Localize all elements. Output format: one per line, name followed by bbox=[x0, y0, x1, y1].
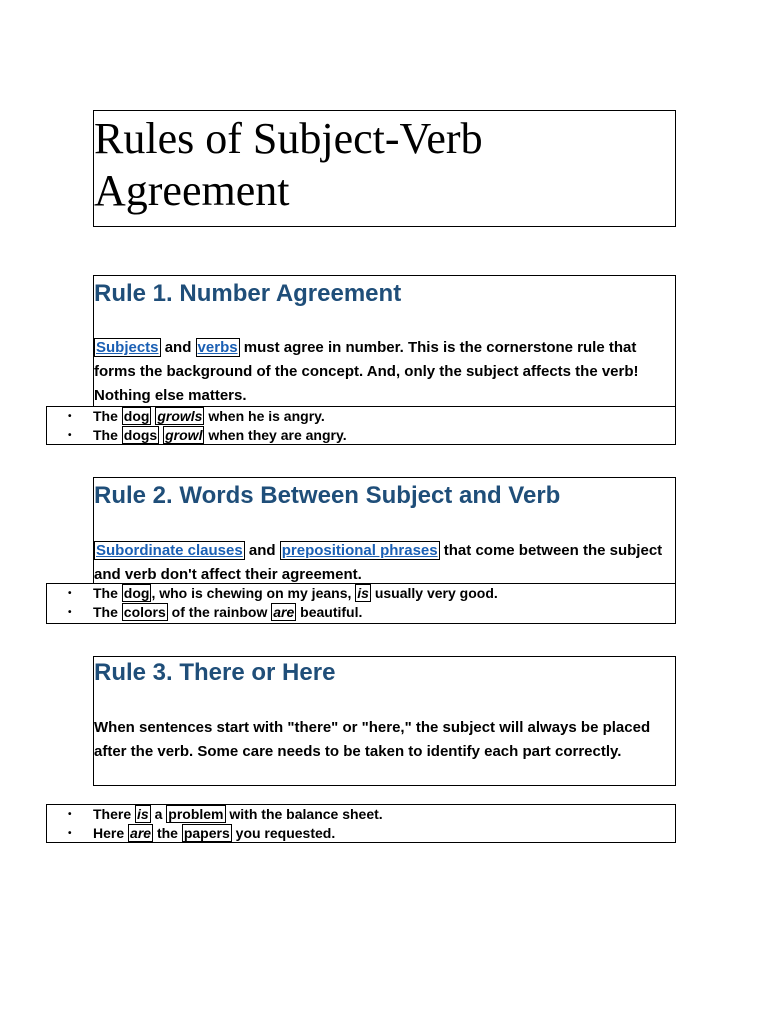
verb-word: is bbox=[357, 585, 369, 601]
subject-word: dog bbox=[123, 585, 150, 601]
rule-2-box bbox=[93, 477, 676, 584]
subject-word: dogs bbox=[123, 427, 158, 443]
subject-word: papers bbox=[183, 825, 230, 841]
bullet-icon: • bbox=[68, 607, 72, 618]
rule-2-examples bbox=[46, 583, 676, 624]
example-text bbox=[93, 407, 325, 426]
bullet-icon: • bbox=[68, 430, 72, 441]
text-segment: when he is angry. bbox=[204, 408, 325, 424]
term-link[interactable]: prepositional phrases bbox=[281, 542, 438, 559]
subject-word: problem bbox=[168, 806, 224, 822]
text-segment: The bbox=[93, 408, 122, 424]
text-segment: There bbox=[93, 806, 136, 822]
text-segment: and bbox=[244, 542, 280, 559]
title-box bbox=[93, 110, 676, 227]
text-segment: The bbox=[93, 604, 122, 620]
rule-1-examples bbox=[46, 406, 676, 445]
example-text bbox=[93, 426, 347, 445]
example-text bbox=[93, 584, 498, 603]
text-segment: When sentences start with "there" or "here," the subject will always be placed after the verb. Some care needs to be taken to identify each part correctly. bbox=[94, 719, 651, 760]
verb-word: growls bbox=[157, 408, 203, 424]
text-segment: Here bbox=[93, 825, 129, 841]
text-segment: usually very good. bbox=[370, 585, 498, 601]
text-segment: that come between the subject and verb don't affect their agreement. bbox=[94, 542, 663, 583]
text-segment: the bbox=[153, 825, 182, 841]
bullet-icon: • bbox=[68, 588, 72, 599]
rule-2-title: Rule 2. Words Between Subject and Verb bbox=[94, 482, 561, 509]
bullet-icon: • bbox=[68, 411, 72, 422]
verb-word: are bbox=[130, 825, 152, 841]
rule-3-examples bbox=[46, 804, 676, 843]
page-title: Rules of Subject-Verb Agreement bbox=[94, 114, 483, 215]
term-link[interactable]: Subordinate clauses bbox=[96, 542, 243, 559]
text-segment: when they are angry. bbox=[204, 427, 347, 443]
rule-1-title: Rule 1. Number Agreement bbox=[94, 280, 402, 307]
text-segment: a bbox=[150, 806, 167, 822]
text-segment: must agree in number. This is the cornerstone rule that forms the background of the concept. And, only the subject affects the verb! Nothing else matters. bbox=[94, 339, 639, 404]
rule-1-body bbox=[94, 336, 676, 408]
example-text bbox=[93, 824, 335, 843]
rule-3-title: Rule 3. There or Here bbox=[94, 659, 336, 686]
text-segment: you requested. bbox=[231, 825, 336, 841]
subject-word: dog bbox=[123, 408, 150, 424]
text-segment: The bbox=[93, 585, 122, 601]
bullet-icon: • bbox=[68, 828, 72, 839]
term-link[interactable]: verbs bbox=[197, 339, 238, 356]
text-segment: and bbox=[160, 339, 196, 356]
text-segment: The bbox=[93, 427, 122, 443]
bullet-icon: • bbox=[68, 809, 72, 820]
example-text bbox=[93, 805, 383, 824]
text-segment: beautiful. bbox=[296, 604, 363, 620]
term-link[interactable]: Subjects bbox=[96, 339, 159, 356]
rule-2-body bbox=[94, 539, 676, 587]
text-segment: with the balance sheet. bbox=[225, 806, 383, 822]
verb-word: are bbox=[273, 604, 295, 620]
text-segment: , who is chewing on my jeans, bbox=[151, 585, 356, 601]
rule-1-box bbox=[93, 275, 676, 407]
rule-3-box bbox=[93, 656, 676, 786]
example-text bbox=[93, 603, 362, 622]
verb-word: growl bbox=[165, 427, 203, 443]
subject-word: colors bbox=[123, 604, 166, 620]
verb-word: is bbox=[137, 806, 149, 822]
rule-3-body bbox=[94, 716, 676, 764]
text-segment: of the rainbow bbox=[167, 604, 272, 620]
